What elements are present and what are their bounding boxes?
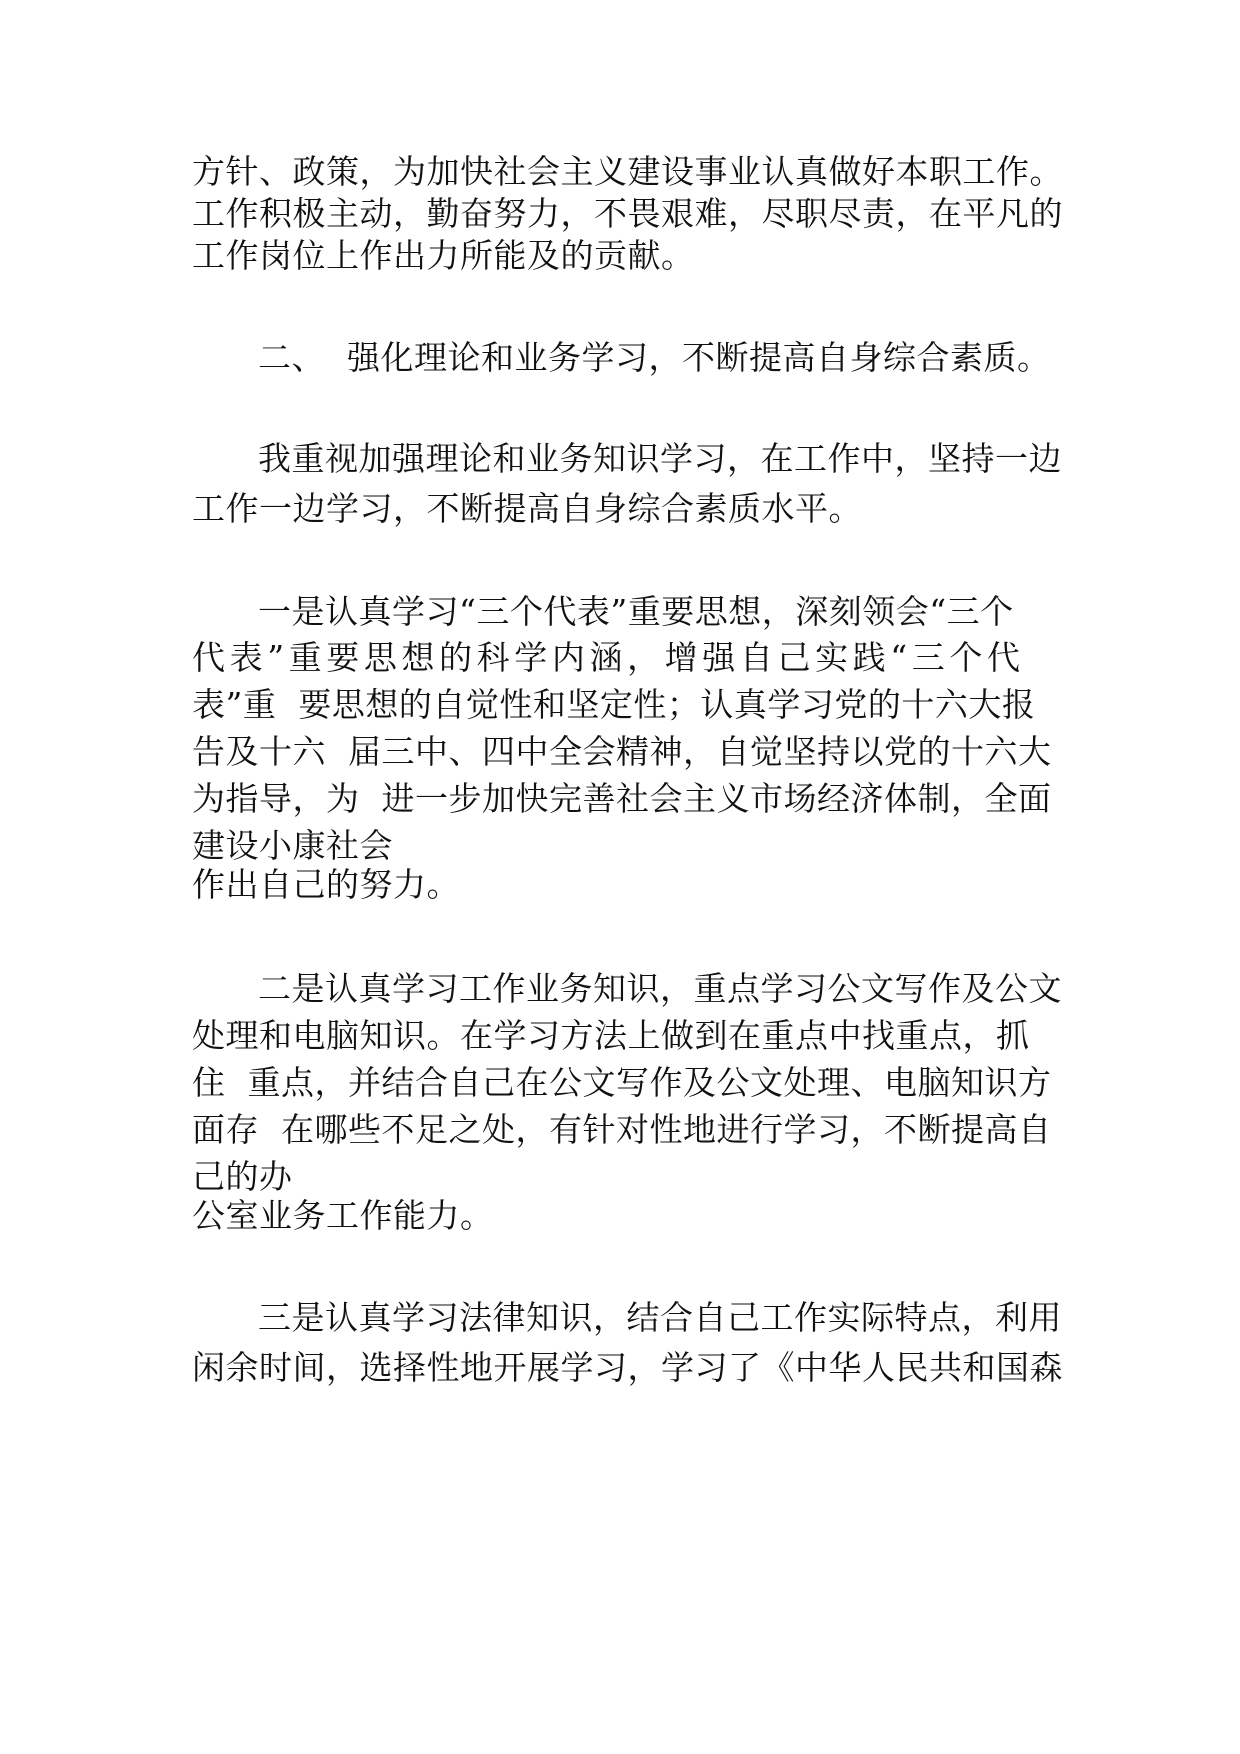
text-line: 一是认真学习“三个代表”重要思想，深刻领会“三个 [258, 592, 1014, 631]
text-line: 方针、政策，为加快社会主义建设事业认真做好本职工作。 [192, 152, 1063, 191]
text-line: 工作岗位上作出力所能及的贡献。 [192, 236, 695, 275]
text-line: 代表”重要思想的科学内涵，增强自己实践“三个代 [192, 638, 1025, 677]
text-line: 处理和电脑知识。在学习方法上做到在重点中找重点，抓 [192, 1016, 1030, 1055]
text-line: 表”重 要思想的自觉性和坚定性；认真学习党的十六大报 [192, 685, 1036, 724]
text-line: 工作积极主动，勤奋努力，不畏艰难，尽职尽责，在平凡的 [192, 194, 1063, 233]
text-line: 三是认真学习法律知识，结合自己工作实际特点，利用 [258, 1298, 1062, 1337]
text-line: 建设小康社会 [192, 826, 393, 865]
section-heading: 二、 强化理论和业务学习，不断提高自身综合素质。 [258, 338, 1051, 377]
text-line: 住 重点，并结合自己在公文写作及公文处理、电脑知识方 [192, 1063, 1052, 1102]
text-line: 闲余时间，选择性地开展学习，学习了《中华人民共和国森 [192, 1348, 1063, 1387]
text-line: 公室业务工作能力。 [192, 1196, 494, 1235]
text-line: 二是认真学习工作业务知识，重点学习公文写作及公文 [258, 969, 1062, 1008]
text-line: 作出自己的努力。 [192, 865, 460, 904]
text-line: 己的办 [192, 1157, 293, 1196]
text-line: 工作一边学习，不断提高自身综合素质水平。 [192, 489, 862, 528]
text-line: 告及十六 届三中、四中全会精神，自觉坚持以党的十六大 [192, 732, 1052, 771]
text-line: 我重视加强理论和业务知识学习，在工作中，坚持一边 [258, 439, 1062, 478]
text-line: 面存 在哪些不足之处，有针对性地进行学习，不断提高自 [192, 1110, 1052, 1149]
text-line: 为指导，为 进一步加快完善社会主义市场经济体制，全面 [192, 779, 1052, 818]
